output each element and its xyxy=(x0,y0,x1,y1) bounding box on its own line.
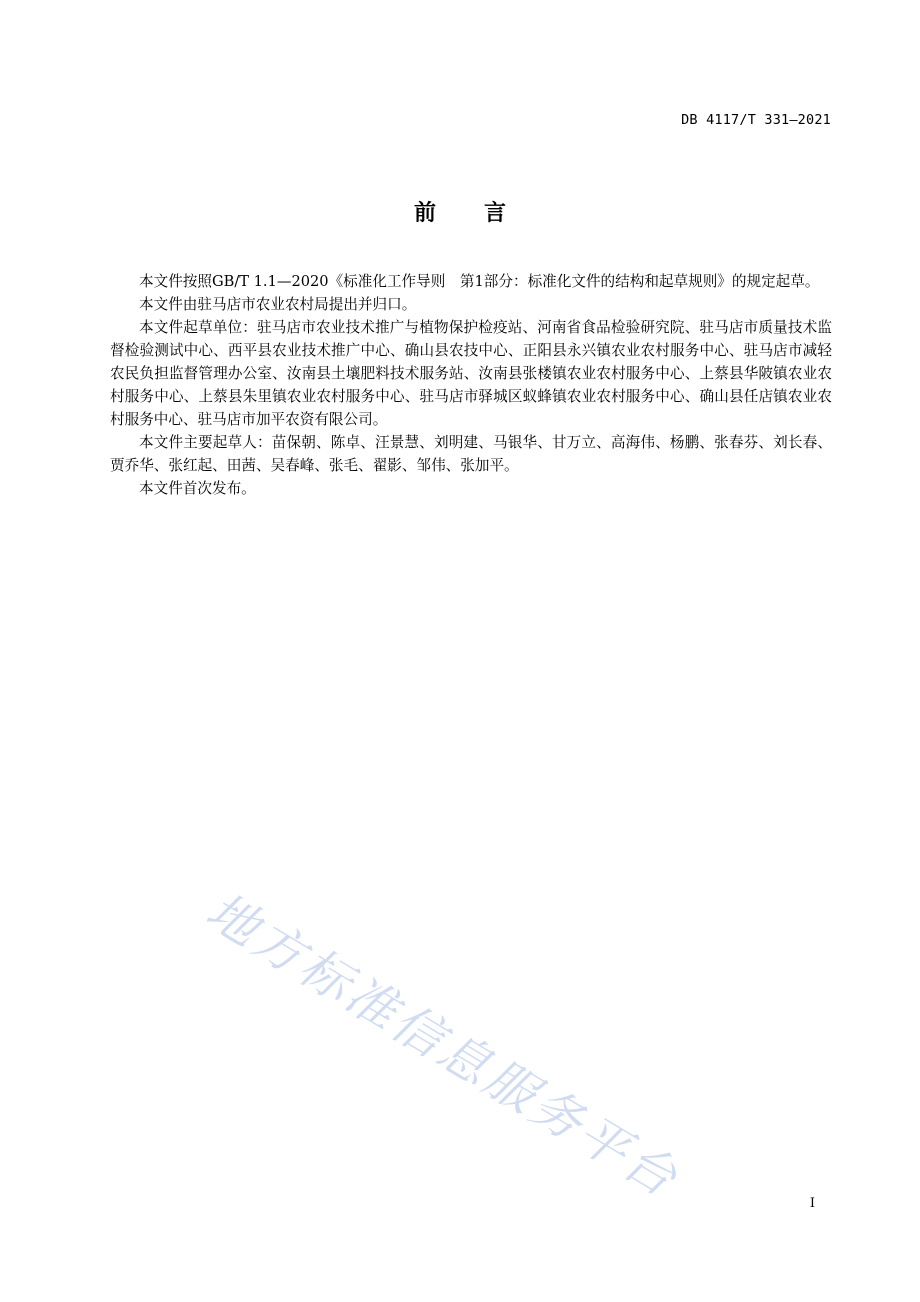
paragraph-drafting-units: 本文件起草单位：驻马店市农业技术推广与植物保护检疫站、河南省食品检验研究院、驻马店市质量技术监督检验测试中心、西平县农业技术推广中心、确山县农技中心、正阳县永兴镇农业农村服务中心、驻马店市减轻农民负担监督管理办公室、汝南县土壤肥料技术服务站、汝南县张楼镇农业农村服务中心、上蔡县华陂镇农业农村服务中心、上蔡县朱里镇农业农村服务中心、驻马店市驿城区蚁蜂镇农业农村服务中心、确山县任店镇农业农村服务中心、驻马店市加平农资有限公司。 xyxy=(110,319,832,428)
page-number: I xyxy=(809,1196,815,1211)
page-title xyxy=(0,196,920,227)
watermark: 地方标准信息服务平台 xyxy=(196,881,690,1210)
paragraph-first-release: 本文件首次发布。 xyxy=(139,480,256,497)
document-code: DB 4117/T 331—2021 xyxy=(681,112,831,128)
title-char-1: 前 xyxy=(413,201,436,226)
preface-body xyxy=(110,270,832,500)
title-char-2: 言 xyxy=(484,201,507,226)
paragraph-drafters: 本文件主要起草人：苗保朝、陈卓、汪景慧、刘明建、马银华、甘万立、高海伟、杨鹏、张春芬、刘长春、贾乔华、张红起、田茜、吴春峰、张毛、翟影、邹伟、张加平。 xyxy=(110,434,832,474)
paragraph-proposer: 本文件由驻马店市农业农村局提出并归口。 xyxy=(139,296,417,313)
paragraph-drafting-basis: 本文件按照GB/T 1.1—2020《标准化工作导则 第1部分：标准化文件的结构和起草规则》的规定起草。 xyxy=(139,273,820,290)
